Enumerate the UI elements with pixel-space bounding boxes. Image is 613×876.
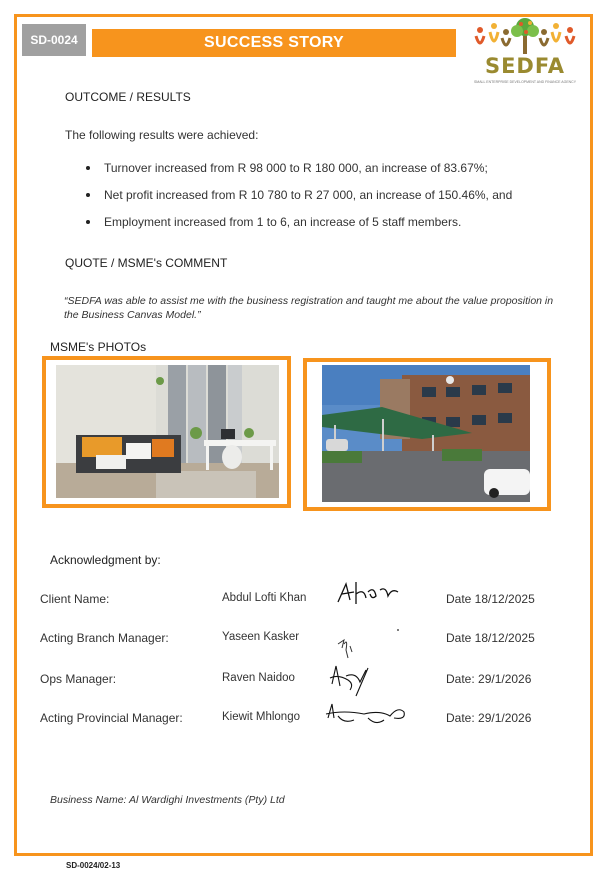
- ack-name: Kiewit Mhlongo: [222, 711, 300, 723]
- logo-tagline: SMALL ENTERPRISE DEVELOPMENT AND FINANCE AGENCY: [473, 80, 577, 84]
- signature-client: [334, 578, 404, 608]
- page-title: SUCCESS STORY: [92, 29, 456, 57]
- outcome-intro: The following results were achieved:: [65, 128, 259, 142]
- ack-label: Ops Manager:: [40, 672, 117, 686]
- ack-label: Client Name:: [40, 592, 110, 606]
- ack-date: Date: 29/1/2026: [446, 711, 532, 725]
- signature-provincial-manager: [324, 696, 410, 732]
- business-name: Business Name: Al Wardighi Investments (Pty) Ltd: [50, 794, 285, 806]
- photos-heading: MSME's PHOTOs: [50, 340, 147, 354]
- sedfa-logo: [466, 16, 584, 86]
- logo-people-icon: [466, 16, 584, 56]
- signature-ops-manager: [326, 662, 376, 698]
- list-item: Employment increased from 1 to 6, an increase of 5 staff members.: [86, 215, 512, 242]
- client-quote: “SEDFA was able to assist me with the business registration and taught me about the value proposition in the Business Canvas Model.”: [64, 295, 554, 321]
- ack-name: Yaseen Kasker: [222, 631, 300, 643]
- ack-label: Acting Provincial Manager:: [40, 711, 183, 725]
- list-item: Net profit increased from R 10 780 to R 27 000, an increase of 150.46%, and: [86, 188, 512, 215]
- ack-label: Acting Branch Manager:: [40, 631, 169, 645]
- ack-date: Date 18/12/2025: [446, 631, 535, 645]
- outcome-bullet-list: [86, 161, 512, 242]
- acknowledgment-heading: Acknowledgment by:: [50, 553, 161, 567]
- logo-text: SEDFA: [484, 54, 566, 78]
- doc-code-badge: SD-0024: [22, 24, 86, 56]
- list-item: Turnover increased from R 98 000 to R 180 000, an increase of 83.67%;: [86, 161, 512, 188]
- ack-date: Date: 29/1/2026: [446, 672, 532, 686]
- outcome-heading: OUTCOME / RESULTS: [65, 90, 191, 104]
- signature-branch-manager: [330, 626, 410, 666]
- quote-heading: QUOTE / MSME's COMMENT: [65, 256, 228, 270]
- footer-reference: SD-0024/02-13: [66, 861, 121, 870]
- building-exterior-photo: [322, 365, 530, 502]
- ack-name: Abdul Lofti Khan: [222, 592, 307, 604]
- ack-date: Date 18/12/2025: [446, 592, 535, 606]
- bedroom-photo: [56, 365, 279, 498]
- ack-name: Raven Naidoo: [222, 672, 295, 684]
